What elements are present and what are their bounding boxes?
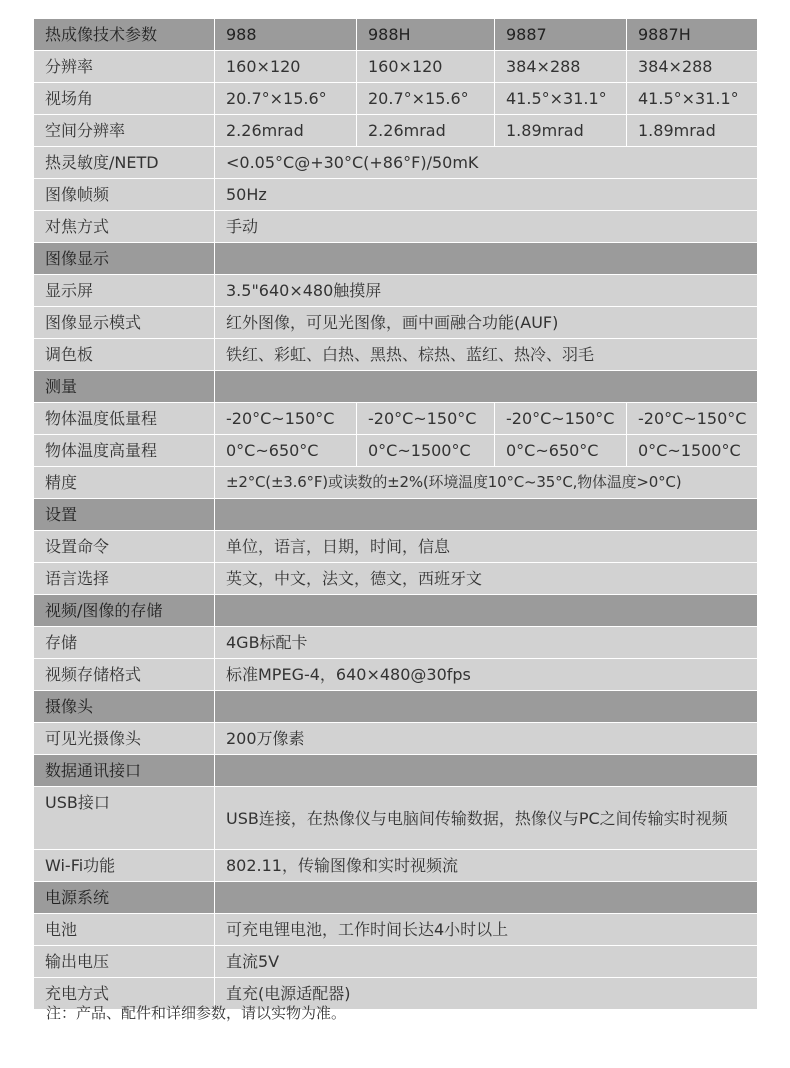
section-title: 数据通讯接口 <box>34 755 215 787</box>
table-row <box>34 467 758 499</box>
row-label: 视场角 <box>34 83 215 115</box>
cell-value: USB连接，在热像仪与电脑间传输数据，热像仪与PC之间传输实时视频 <box>215 787 758 850</box>
table-row <box>34 563 758 595</box>
cell-value: 单位，语言，日期，时间，信息 <box>215 531 758 563</box>
table-row <box>34 659 758 691</box>
section-title: 设置 <box>34 499 215 531</box>
row-label: 物体温度低量程 <box>34 403 215 435</box>
cell-value: 铁红、彩虹、白热、黑热、棕热、蓝红、热冷、羽毛 <box>215 339 758 371</box>
cell-value: 200万像素 <box>215 723 758 755</box>
table-row <box>34 627 758 659</box>
row-label: Wi-Fi功能 <box>34 850 215 882</box>
table-row <box>34 531 758 563</box>
row-label: 可见光摄像头 <box>34 723 215 755</box>
row-label: 输出电压 <box>34 946 215 978</box>
cell-value: 160×120 <box>215 51 357 83</box>
section-header-measure <box>34 371 758 403</box>
cell-value: <0.05°C@+30°C(+86°F)/50mK <box>215 147 758 179</box>
table-row <box>34 307 758 339</box>
cell-value: 0°C~650°C <box>495 435 627 467</box>
cell-value: 20.7°×15.6° <box>357 83 495 115</box>
row-label: USB接口 <box>34 787 215 850</box>
model-988: 988 <box>215 19 357 51</box>
row-label: 显示屏 <box>34 275 215 307</box>
cell-value: 标准MPEG-4，640×480@30fps <box>215 659 758 691</box>
spec-table <box>33 18 758 1010</box>
row-label: 设置命令 <box>34 531 215 563</box>
footnote: 注：产品、配件和详细参数，请以实物为准。 <box>46 1004 347 1022</box>
row-label: 物体温度高量程 <box>34 435 215 467</box>
section-header-interface <box>34 755 758 787</box>
cell-value: -20°C~150°C <box>357 403 495 435</box>
section-header-display <box>34 243 758 275</box>
section-title: 电源系统 <box>34 882 215 914</box>
table-row <box>34 275 758 307</box>
row-label: 图像帧频 <box>34 179 215 211</box>
cell-value: 3.5"640×480触摸屏 <box>215 275 758 307</box>
cell-value: 2.26mrad <box>357 115 495 147</box>
cell-value: 红外图像，可见光图像，画中画融合功能(AUF) <box>215 307 758 339</box>
header-label: 热成像技术参数 <box>34 19 215 51</box>
cell-value: 41.5°×31.1° <box>495 83 627 115</box>
table-row <box>34 946 758 978</box>
cell-value: 160×120 <box>357 51 495 83</box>
section-header-camera <box>34 691 758 723</box>
table-row <box>34 787 758 850</box>
row-label: 分辨率 <box>34 51 215 83</box>
row-label: 对焦方式 <box>34 211 215 243</box>
cell-value: 20.7°×15.6° <box>215 83 357 115</box>
row-label: 充电方式 <box>34 978 215 1010</box>
cell-value: 2.26mrad <box>215 115 357 147</box>
cell-value: 384×288 <box>627 51 758 83</box>
section-header-power <box>34 882 758 914</box>
cell-value: 直充(电源适配器) <box>215 978 758 1010</box>
section-header-storage <box>34 595 758 627</box>
cell-value: 英文，中文，法文，德文，西班牙文 <box>215 563 758 595</box>
cell-value: -20°C~150°C <box>627 403 758 435</box>
table-row <box>34 403 758 435</box>
section-header-settings <box>34 499 758 531</box>
row-label: 电池 <box>34 914 215 946</box>
row-label: 精度 <box>34 467 215 499</box>
cell-value: 可充电锂电池，工作时间长达4小时以上 <box>215 914 758 946</box>
table-row <box>34 914 758 946</box>
cell-value: 802.11，传输图像和实时视频流 <box>215 850 758 882</box>
section-title: 图像显示 <box>34 243 215 275</box>
cell-value: 1.89mrad <box>495 115 627 147</box>
model-9887h: 9887H <box>627 19 758 51</box>
table-row <box>34 83 758 115</box>
section-title: 测量 <box>34 371 215 403</box>
cell-value: ±2°C(±3.6°F)或读数的±2%(环境温度10°C~35°C,物体温度>0°C) <box>215 467 758 499</box>
cell-value: 384×288 <box>495 51 627 83</box>
section-title: 视频/图像的存储 <box>34 595 215 627</box>
model-9887: 9887 <box>495 19 627 51</box>
table-row <box>34 435 758 467</box>
section-title: 摄像头 <box>34 691 215 723</box>
cell-value: -20°C~150°C <box>495 403 627 435</box>
cell-value: 直流5V <box>215 946 758 978</box>
table-row <box>34 339 758 371</box>
table-row <box>34 850 758 882</box>
cell-value: 41.5°×31.1° <box>627 83 758 115</box>
table-row <box>34 51 758 83</box>
row-label: 调色板 <box>34 339 215 371</box>
row-label: 语言选择 <box>34 563 215 595</box>
cell-value: 0°C~1500°C <box>357 435 495 467</box>
cell-value: -20°C~150°C <box>215 403 357 435</box>
model-988h: 988H <box>357 19 495 51</box>
row-label: 空间分辨率 <box>34 115 215 147</box>
row-label: 存储 <box>34 627 215 659</box>
cell-value: 手动 <box>215 211 758 243</box>
table-header-row <box>34 19 758 51</box>
cell-value: 1.89mrad <box>627 115 758 147</box>
row-label: 视频存储格式 <box>34 659 215 691</box>
table-row <box>34 179 758 211</box>
table-row <box>34 211 758 243</box>
table-row <box>34 147 758 179</box>
cell-value: 0°C~650°C <box>215 435 357 467</box>
row-label: 热灵敏度/NETD <box>34 147 215 179</box>
cell-value: 4GB标配卡 <box>215 627 758 659</box>
table-row <box>34 115 758 147</box>
cell-value: 50Hz <box>215 179 758 211</box>
cell-value: 0°C~1500°C <box>627 435 758 467</box>
table-row <box>34 723 758 755</box>
row-label: 图像显示模式 <box>34 307 215 339</box>
